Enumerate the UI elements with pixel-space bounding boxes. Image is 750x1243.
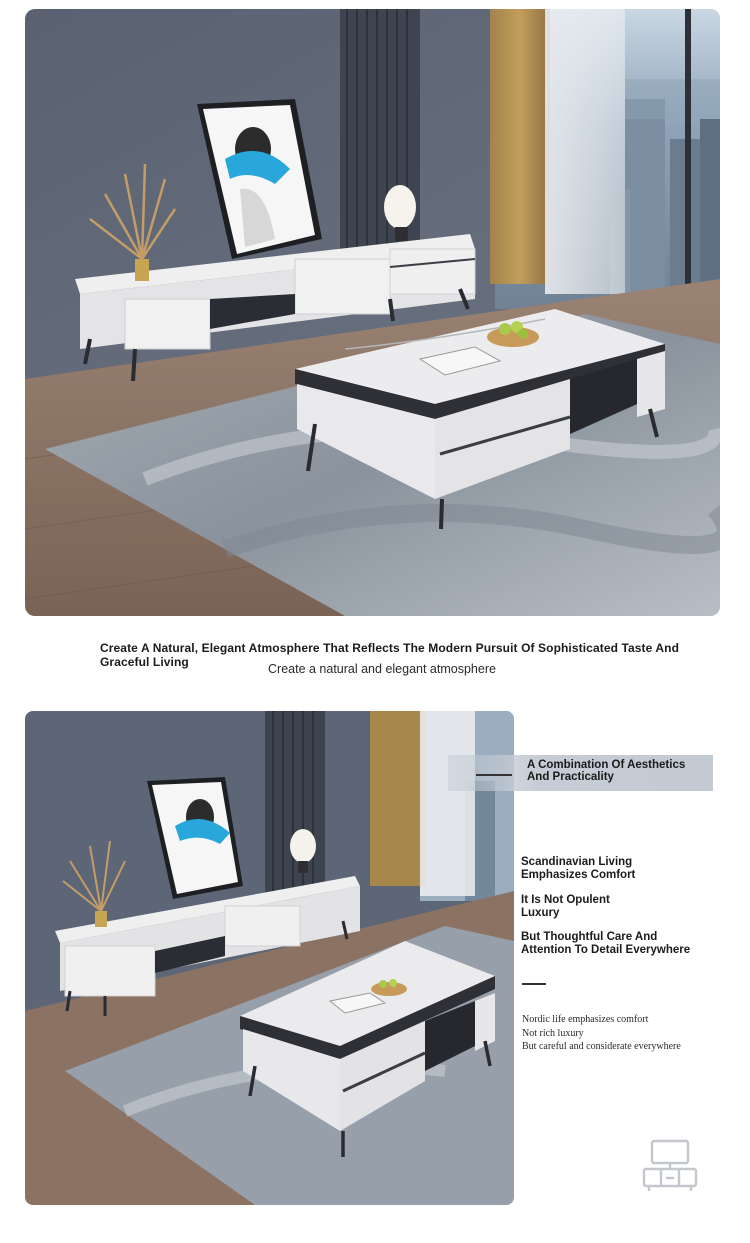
banner-dash-divider [476, 774, 512, 776]
feature-title-line-1: Scandinavian Living [521, 856, 633, 868]
feature-title-line-1: But Thoughtful Care And [521, 931, 658, 943]
hero-product-photo [25, 9, 720, 616]
living-room-scene-angle [25, 711, 514, 1205]
section-divider [522, 983, 546, 985]
feature-item [521, 931, 721, 956]
banner-heading-line-1: A Combination Of Aesthetics [527, 759, 686, 771]
feature-title-line-2: Luxury [521, 906, 560, 919]
note-line: Not rich luxury [522, 1028, 584, 1039]
feature-title-line-1: It Is Not Opulent [521, 894, 610, 906]
feature-item [521, 856, 721, 881]
banner-heading-line-2: And Practicality [527, 770, 614, 783]
secondary-product-photo [25, 711, 514, 1205]
banner-heading [527, 760, 707, 783]
tv-cabinet-icon [641, 1138, 699, 1192]
headline-tagline: Create A Natural, Elegant Atmosphere That Reflects The Modern Pursuit Of Sophisticated Taste And Graceful Living [100, 641, 680, 669]
note-line: Nordic life emphasizes comfort [522, 1014, 649, 1025]
note-line: But careful and considerate everywhere [522, 1041, 681, 1052]
sub-tagline: Create a natural and elegant atmosphere [268, 662, 496, 676]
feature-title-line-2: Attention To Detail Everywhere [521, 943, 691, 956]
feature-banner [448, 755, 713, 791]
feature-item [521, 894, 721, 919]
living-room-scene [25, 9, 720, 616]
feature-title-line-2: Emphasizes Comfort [521, 868, 636, 881]
